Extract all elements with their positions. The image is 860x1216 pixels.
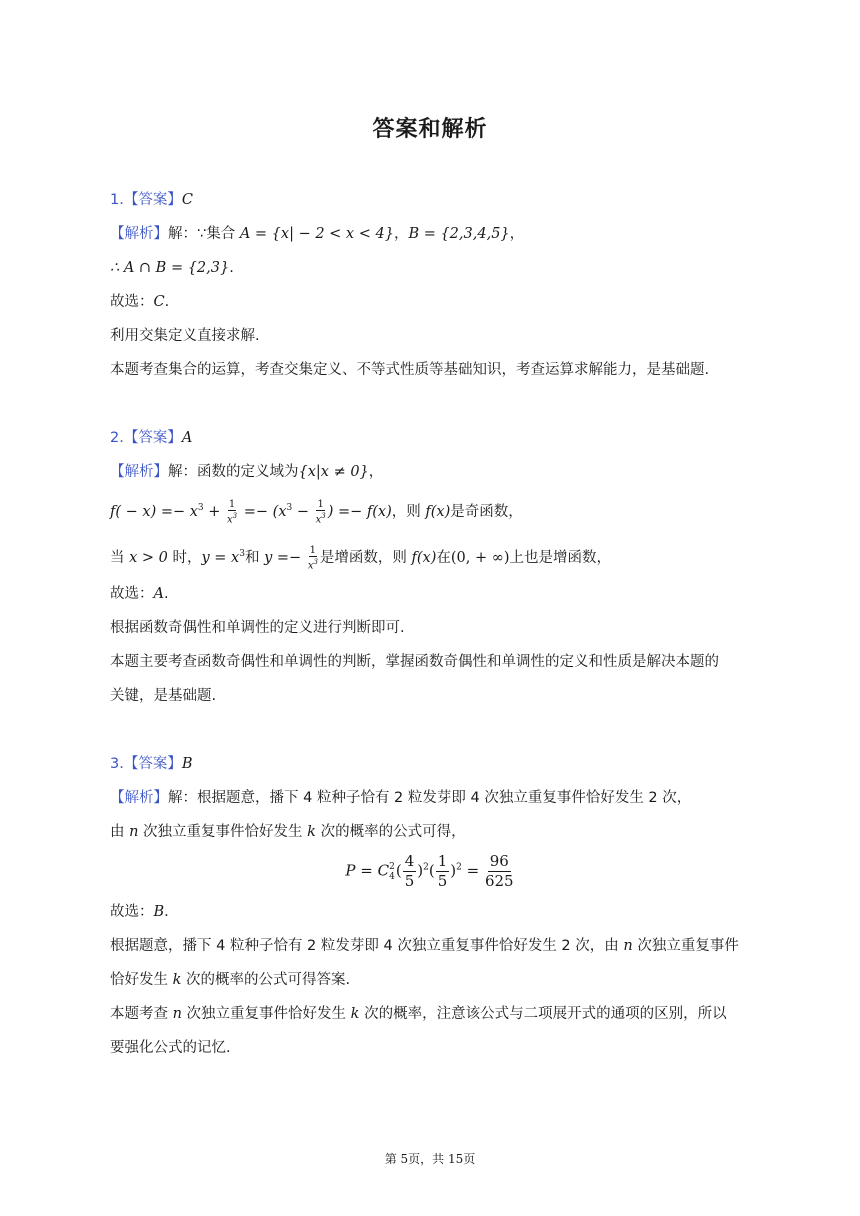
q3-analysis-tag: 【解析】 <box>110 790 168 806</box>
q1-text: ， <box>509 226 525 242</box>
q3-text: 次独立重复事件恰好发生 <box>181 1006 351 1022</box>
q2-math: y =− <box>264 550 306 566</box>
page-footer: 第 5页，共 15页 <box>384 1152 476 1166</box>
q3-text: 次的概率，注意该公式与二项展开式的通项的区别，所以 <box>359 1006 727 1022</box>
q3-text: 次独立重复事件恰好发生 <box>138 824 308 840</box>
q3-comment-line-2: 要强化公式的记忆. <box>110 1040 231 1056</box>
q2-analysis-tag: 【解析】 <box>110 464 168 480</box>
q1-choice-line <box>110 292 169 312</box>
q2-choice-value: A <box>153 586 164 602</box>
formula-fraction-2: $\frac{1}{5}$ <box>437 852 448 890</box>
q3-answer-line <box>110 754 193 774</box>
q2-text: ，则 <box>391 504 426 520</box>
formula-p: P = C <box>345 861 390 880</box>
q3-text: 解：根据题意，播下 4 粒种子恰有 2 粒发芽即 4 次独立重复事件恰好发生 2 次， <box>168 790 692 806</box>
q3-number: 3. <box>110 756 124 772</box>
q3-math: k <box>350 1006 360 1022</box>
q2-comment-line-1: 本题主要考查函数奇偶性和单调性的判断，掌握函数奇偶性和单调性的定义和性质是解决本题的 <box>110 654 719 670</box>
q2-fraction: $\frac{1}{x^3}$ <box>307 544 318 572</box>
q2-text: 是增函数，则 <box>319 550 412 566</box>
q3-choice-line <box>110 902 169 922</box>
q3-text: 故选： <box>110 904 154 920</box>
formula-result: $\frac{96}{625}$ <box>484 852 514 890</box>
q2-fraction: $\frac{1}{x^3}$ <box>315 498 326 526</box>
q1-text: . <box>229 260 234 276</box>
q3-text: 次独立重复事件 <box>632 938 739 954</box>
formula-exp: 2 <box>423 862 429 873</box>
q2-analysis-line-1 <box>110 462 383 482</box>
q1-text: . <box>164 294 170 310</box>
q2-answer-line <box>110 428 192 448</box>
q3-method-line-1 <box>110 936 739 956</box>
q2-math: y = x <box>201 550 240 566</box>
q2-text: 和 <box>244 550 265 566</box>
formula-exp: 2 <box>456 862 462 873</box>
q2-text: 时， <box>167 550 202 566</box>
formula-fraction-1: $\frac{4}{5}$ <box>404 852 415 890</box>
q1-text: ， <box>393 226 409 242</box>
q3-comment-line-1 <box>110 1004 727 1024</box>
q2-text: 解：函数的定义域为 <box>168 464 299 480</box>
q2-text: . <box>163 586 169 602</box>
q1-method-line: 利用交集定义直接求解. <box>110 328 260 344</box>
q2-text: 上也是增函数， <box>509 550 611 566</box>
q3-math: n <box>623 938 633 954</box>
q1-analysis-tag: 【解析】 <box>110 226 168 242</box>
q2-text: 在 <box>436 550 451 566</box>
q2-math: f( − x) =− x <box>110 504 198 520</box>
q2-math: f(x) <box>425 504 451 520</box>
q2-text: 当 <box>110 550 130 566</box>
q3-math: k <box>307 824 316 840</box>
q2-number: 2. <box>110 430 124 446</box>
q3-text: 本题考查 <box>110 1006 173 1022</box>
q1-answer-value: C <box>181 192 193 208</box>
q3-math: n <box>172 1006 182 1022</box>
q1-text: 故选： <box>110 294 154 310</box>
q2-math: − <box>292 504 314 520</box>
q1-math-set-b: B = {2,3,4,5} <box>408 226 510 242</box>
q3-math: n <box>129 824 139 840</box>
q2-comment-line-2: 关键，是基础题. <box>110 688 217 704</box>
formula-sub: 4 <box>389 871 395 882</box>
q1-text: 解：∵集合 <box>168 226 240 242</box>
q2-math-domain: {x|x ≠ 0} <box>298 464 369 480</box>
q3-text: 次的概率的公式可得， <box>315 824 466 840</box>
q2-method-line: 根据函数奇偶性和单调性的定义进行判断即可. <box>110 620 405 636</box>
q3-text: 恰好发生 <box>110 972 173 988</box>
q3-analysis-line-1 <box>110 788 691 808</box>
q1-number: 1. <box>110 192 124 208</box>
q2-analysis-line-2: $f( - x) =- x^3$ + $\frac{1}{x^3}$ =− ($x^3$ − $\frac{1}{x^3}$ ) =− f(x)，则 f(x)是奇函数， <box>110 498 523 526</box>
q3-method-line-2 <box>110 970 350 990</box>
q2-analysis-line-3: 当 x > 0 时，$y = x^3$和 y =− $\frac{1}{x^3}$ 是增函数，则 f(x)在(0, + ∞)上也是增函数， <box>110 544 611 572</box>
q3-text: . <box>164 904 169 920</box>
q2-math: f(x) <box>411 550 437 566</box>
q1-analysis-line-2 <box>110 258 234 278</box>
q3-choice-value: B <box>153 904 165 920</box>
q1-analysis-line-1 <box>110 224 524 244</box>
q2-math: ) =− f(x) <box>327 504 392 520</box>
q1-choice-value: C <box>153 294 165 310</box>
q2-math: x > 0 <box>129 550 168 566</box>
q3-analysis-line-2 <box>110 822 466 842</box>
q1-math-intersection: ∴ A ∩ B = {2,3} <box>110 260 230 276</box>
q2-answer-tag: 【答案】 <box>123 430 182 446</box>
formula-sup: 2 <box>389 861 395 872</box>
q3-answer-value: B <box>181 756 193 772</box>
q3-text: 次的概率的公式可得答案. <box>181 972 351 988</box>
q2-math: + <box>203 504 226 520</box>
q2-choice-line <box>110 584 169 604</box>
q2-fraction: $\frac{1}{x^3}$ <box>227 498 238 526</box>
q2-math: (0, + ∞) <box>450 550 510 566</box>
q3-math: k <box>172 972 182 988</box>
q1-comment-line: 本题考查集合的运算，考查交集定义、不等式性质等基础知识，考查运算求解能力，是基础题. <box>110 362 710 378</box>
q3-text: 根据题意，播下 4 粒种子恰有 2 粒发芽即 4 次独立重复事件恰好发生 2 次，由 <box>110 938 624 954</box>
q1-answer-tag: 【答案】 <box>123 192 182 208</box>
q2-text: 是奇函数， <box>450 504 523 520</box>
q2-text: 故选： <box>110 586 154 602</box>
q2-answer-value: A <box>181 430 193 446</box>
q3-formula: P = C 2 4 ( $\frac{4}{5}$ )$^2$( $\frac{1}{5}$ )$^2$ = $\frac{96}{625}$ <box>345 852 514 890</box>
q2-text: ， <box>368 464 384 480</box>
q1-math-set-a: A = {x| − 2 < x < 4} <box>239 226 394 242</box>
q2-math: =− (x <box>239 504 287 520</box>
q3-text: 由 <box>110 824 130 840</box>
q1-answer-line <box>110 190 193 210</box>
q3-answer-tag: 【答案】 <box>123 756 182 772</box>
page-title: 答案和解析 <box>372 117 488 142</box>
